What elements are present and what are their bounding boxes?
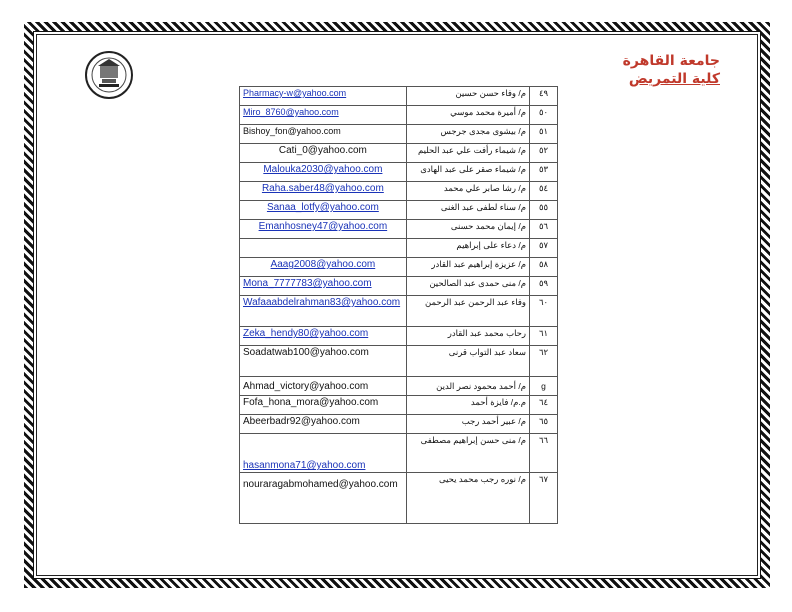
- header: [623, 52, 720, 88]
- number-cell: ٦٦: [530, 434, 558, 473]
- table-row: [240, 296, 558, 327]
- email-text: nouraragabmohamed@yahoo.com: [243, 479, 398, 490]
- number-cell: ٦٧: [530, 473, 558, 524]
- number-cell: ٥٥: [530, 201, 558, 220]
- table-row: [240, 220, 558, 239]
- email-link[interactable]: Emanhosney47@yahoo.com: [258, 221, 388, 232]
- name-cell: سعاد عبد التواب قرنى: [406, 346, 529, 377]
- name-cell: م/ عبير أحمد رجب: [406, 415, 529, 434]
- name-cell: م/ أحمد محمود نصر الدين: [406, 377, 529, 396]
- email-link[interactable]: Zeka_hendy80@yahoo.com: [243, 328, 369, 339]
- name-cell: م/ شيماء صقر على عبد الهادى: [406, 163, 529, 182]
- number-cell: ٥٣: [530, 163, 558, 182]
- name-cell: م/ سناء لطفى عبد الغنى: [406, 201, 529, 220]
- name-cell: رحاب محمد عبد القادر: [406, 327, 529, 346]
- number-cell: ٦٢: [530, 346, 558, 377]
- name-cell: م/ دعاء على إبراهيم: [406, 239, 529, 258]
- email-text: Fofa_hona_mora@yahoo.com: [243, 397, 379, 408]
- number-cell: ٥٧: [530, 239, 558, 258]
- table-row: [240, 163, 558, 182]
- table-row: [240, 377, 558, 396]
- name-cell: م/ بيشوى مجدى جرجس: [406, 125, 529, 144]
- number-cell: ٦١: [530, 327, 558, 346]
- table-row: [240, 327, 558, 346]
- email-text: Soadatwab100@yahoo.com: [243, 347, 369, 358]
- email-link[interactable]: Aaag2008@yahoo.com: [270, 259, 376, 270]
- number-cell: ٦٠: [530, 296, 558, 327]
- number-cell: ٤٩: [530, 87, 558, 106]
- email-text: Bishoy_fon@yahoo.com: [243, 126, 341, 136]
- table-row: [240, 106, 558, 125]
- number-cell: ٦٥: [530, 415, 558, 434]
- number-cell: ٥٨: [530, 258, 558, 277]
- name-cell: م/ إيمان محمد حسنى: [406, 220, 529, 239]
- number-cell: ٦٤: [530, 396, 558, 415]
- number-cell: ٥٦: [530, 220, 558, 239]
- name-cell: م/ أميرة محمد موسي: [406, 106, 529, 125]
- number-cell: ٥٩: [530, 277, 558, 296]
- email-link[interactable]: Raha.saber48@yahoo.com: [261, 183, 384, 194]
- table-row: [240, 87, 558, 106]
- email-link[interactable]: Malouka2030@yahoo.com: [263, 164, 383, 175]
- email-text: Cati_0@yahoo.com: [278, 145, 367, 156]
- name-cell: وفاء عبد الرحمن عبد الرحمن: [406, 296, 529, 327]
- email-link[interactable]: Pharmacy-w@yahoo.com: [243, 88, 347, 98]
- email-link[interactable]: Miro_8760@yahoo.com: [243, 107, 339, 117]
- name-cell: م/ وفاء حسن حسين: [406, 87, 529, 106]
- table-row: [240, 396, 558, 415]
- name-cell: م/ عزيزة إبراهيم عبد القادر: [406, 258, 529, 277]
- email-text: Ahmad_victory@yahoo.com: [243, 380, 369, 392]
- name-cell: م/ منى حسن إبراهيم مصطفى: [406, 434, 529, 473]
- name-cell: م/ منى حمدى عبد الصالحين: [406, 277, 529, 296]
- number-cell: ٥٢: [530, 144, 558, 163]
- name-cell: م/ شيماء رأفت علي عبد الحليم: [406, 144, 529, 163]
- table-row: [240, 201, 558, 220]
- table-row: [240, 239, 558, 258]
- table-row: [240, 473, 558, 524]
- table-row: [240, 277, 558, 296]
- table-row: [240, 125, 558, 144]
- table-row: [240, 258, 558, 277]
- email-link[interactable]: Mona_7777783@yahoo.com: [243, 278, 372, 289]
- email-text: Abeerbadr92@yahoo.com: [243, 416, 360, 427]
- email-link[interactable]: hasanmona71@yahoo.com: [243, 460, 366, 471]
- university-title: جامعة القاهرة: [622, 53, 720, 69]
- table-row: [240, 434, 558, 473]
- contacts-table: [239, 86, 558, 524]
- email-cell-empty: [240, 239, 407, 258]
- email-link[interactable]: Wafaaabdelrahman83@yahoo.com: [243, 297, 401, 308]
- number-cell: ٥٠: [530, 106, 558, 125]
- table-row: [240, 415, 558, 434]
- name-cell: م/ رشا صابر علي محمد: [406, 182, 529, 201]
- table-row: [240, 346, 558, 377]
- faculty-title: كلية التمريض: [628, 71, 720, 87]
- name-cell: م/ نوره رجب محمد يحيى: [406, 473, 529, 524]
- table-row: [240, 182, 558, 201]
- email-link[interactable]: Sanaa_lotfy@yahoo.com: [266, 202, 379, 213]
- university-seal-logo: [84, 50, 134, 100]
- number-cell: ٥١: [530, 125, 558, 144]
- name-cell: م.م/ فايزة أحمد: [406, 396, 529, 415]
- table-row: [240, 144, 558, 163]
- number-cell: g: [530, 377, 558, 396]
- number-cell: ٥٤: [530, 182, 558, 201]
